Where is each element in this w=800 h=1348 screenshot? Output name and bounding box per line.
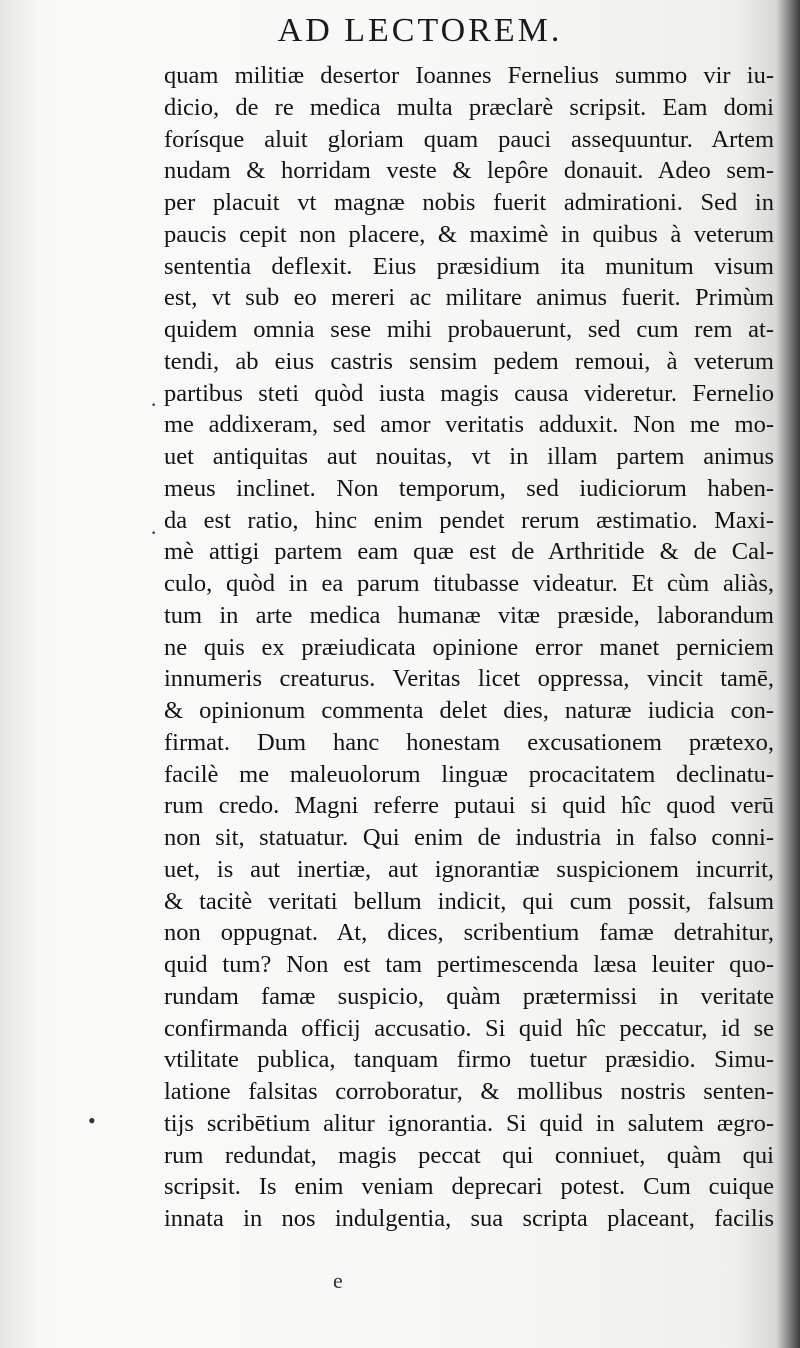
text-line: rundam famæ suspicio, quàm prætermissi in veritate: [164, 982, 774, 1010]
signature-mark: e: [333, 1268, 343, 1293]
text-line: per placuit vt magnæ nobis fuerit admirationi. Sed in: [164, 189, 774, 216]
text-line: rum credo. Magni referre putaui si quid hîc quod verū: [164, 792, 774, 820]
text-line: mè attigi partem eam quæ est de Arthritide & de Cal-: [164, 538, 774, 566]
text-line: tijs scribētium alitur ignorantia. Si quid in salutem ægro-: [164, 1109, 774, 1137]
text-line: sententia deflexit. Eius præsidium ita munitum visum: [164, 252, 774, 280]
text-line: tum in arte medica humanæ vitæ præside, laborandum: [164, 601, 774, 629]
text-line: forísque aluit gloriam quam pauci assequuntur. Artem: [164, 125, 774, 153]
text-line: nudam & horridam veste & lepôre donauit. Adeo sem-: [164, 157, 774, 185]
text-line: quidem omnia sese mihi probauerunt, sed cum rem at-: [164, 316, 774, 343]
text-line: quid tum? Non est tam pertimescenda læsa leuiter quo-: [164, 951, 774, 978]
text-line: scripsit. Is enim veniam deprecari potest. Cum cuique: [164, 1173, 774, 1201]
text-line: latione falsitas corroboratur, & mollibus nostris senten-: [164, 1078, 774, 1105]
page-header: AD LECTOREM.: [277, 12, 563, 49]
text-line: partibus steti quòd iusta magis causa videretur. Fernelio: [164, 379, 774, 407]
text-line: firmat. Dum hanc honestam excusationem prætexo,: [164, 728, 774, 756]
text-line: culo, quòd in ea parum titubasse videatur. Et cùm aliàs,: [164, 570, 774, 597]
text-line: uet antiquitas aut nouitas, vt in illam partem animus: [164, 443, 774, 470]
text-line: innumeris creaturus. Veritas licet oppressa, vincit tamē,: [164, 665, 774, 693]
margin-mark: ·: [150, 520, 158, 545]
text-line: non sit, statuatur. Qui enim de industria in falso conni-: [164, 824, 774, 851]
text-line: & opinionum commenta delet dies, naturæ iudicia con-: [164, 697, 774, 724]
text-line: quam militiæ desertor Ioannes Fernelius summo vir iu-: [164, 62, 774, 89]
text-line: paucis cepit non placere, & maximè in quibus à veterum: [164, 220, 774, 248]
text-line: confirmanda officij accusatio. Si quid hîc peccatur, id se: [164, 1014, 774, 1042]
text-line: da est ratio, hinc enim pendet rerum æstimatio. Maxi-: [164, 506, 774, 534]
text-line: ne quis ex præiudicata opinione error manet perniciem: [164, 633, 774, 661]
text-line: innata in nos indulgentia, sua scripta placeant, facilis: [164, 1205, 774, 1232]
text-line: est, vt sub eo mereri ac militare animus fuerit. Primùm: [164, 284, 774, 312]
text-line: vtilitate publica, tanquam firmo tuetur præsidio. Simu-: [164, 1046, 774, 1074]
margin-mark: ·: [150, 392, 158, 417]
text-line: uet, is aut inertiæ, aut ignorantiæ suspicionem incurrit,: [164, 855, 774, 883]
text-line: & tacitè veritati bellum indicit, qui cum possit, falsum: [164, 887, 774, 915]
text-line: facilè me maleuolorum linguæ procacitatem declinatu-: [164, 760, 774, 788]
body-text: [164, 60, 774, 1235]
text-line: meus inclinet. Non temporum, sed iudiciorum haben-: [164, 474, 774, 502]
text-line: non oppugnat. At, dices, scribentium famæ detrahitur,: [164, 919, 774, 947]
text-line: dicio, de re medica multa præclarè scripsit. Eam domi: [164, 93, 774, 121]
text-line: me addixeram, sed amor veritatis adduxit. Non me mo-: [164, 411, 774, 439]
text-line: tendi, ab eius castris sensim pedem remoui, à veterum: [164, 347, 774, 375]
margin-mark: •: [88, 1108, 96, 1133]
gutter-shadow: [0, 0, 40, 1348]
text-line: rum redundat, magis peccat qui conniuet, quàm qui: [164, 1141, 774, 1169]
